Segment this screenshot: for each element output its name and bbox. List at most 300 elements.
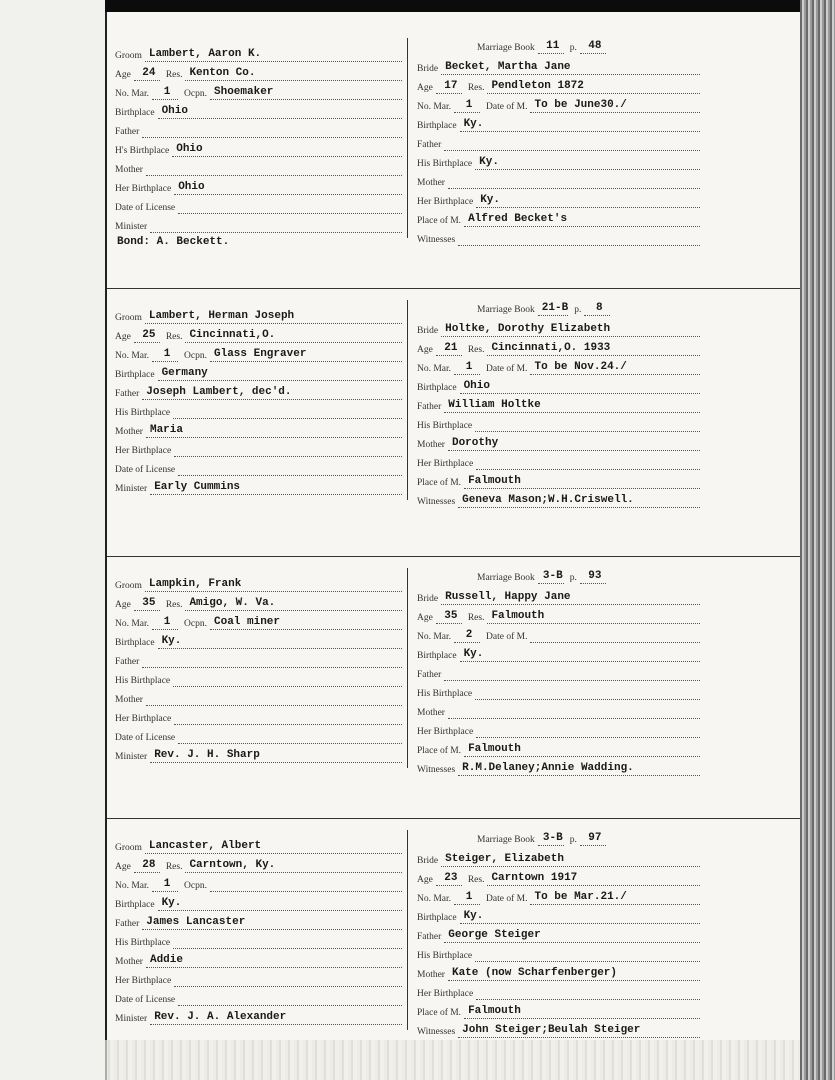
column-divider xyxy=(407,38,408,238)
groom-age-row xyxy=(115,63,402,81)
marriage-book-number: 11 xyxy=(538,40,564,54)
field-label: Date of M. xyxy=(486,632,528,642)
field-label: Date of License xyxy=(115,995,176,1005)
bride-birthplace: Ky. xyxy=(460,648,700,662)
field-label: Ocpn. xyxy=(184,351,207,361)
field-label: Res. xyxy=(165,600,183,610)
groom-minister: Rev. J. A. Alexander xyxy=(150,1011,402,1025)
field-label: Mother xyxy=(417,708,445,718)
bride-birthplace: Ky. xyxy=(460,118,700,132)
field-label: Marriage Book xyxy=(477,835,535,845)
field-label: Date of M. xyxy=(486,364,528,374)
marriage-card xyxy=(107,824,802,1064)
field-label: No. Mar. xyxy=(115,881,150,891)
bride-place-of-marriage-row xyxy=(417,1001,700,1019)
card-separator xyxy=(107,288,802,289)
field-label: Marriage Book xyxy=(477,43,535,53)
bride-father-birthplace-row xyxy=(417,682,700,700)
groom-occupation: Glass Engraver xyxy=(210,348,402,362)
groom-minister xyxy=(150,219,402,233)
bride-witnesses xyxy=(458,232,700,246)
groom-age: 24 xyxy=(134,67,160,81)
field-label: Groom xyxy=(115,581,142,591)
groom-name: Lampkin, Frank xyxy=(145,578,402,592)
groom-name: Lambert, Herman Joseph xyxy=(145,310,402,324)
bride-mother: Kate (now Scharfenberger) xyxy=(448,967,700,981)
groom-age: 28 xyxy=(134,859,160,873)
groom-mother-birthplace xyxy=(174,973,402,987)
marriage-book-number: 3-B xyxy=(538,570,564,584)
field-label: Age xyxy=(115,70,131,80)
bride-father xyxy=(444,137,700,151)
marriage-book-row xyxy=(477,298,700,316)
groom-row xyxy=(115,836,402,854)
field-label: Age xyxy=(417,875,433,885)
bride-witnesses: R.M.Delaney;Annie Wadding. xyxy=(458,762,700,776)
groom-mother-birthplace-row xyxy=(115,969,402,987)
bride-residence: Carntown 1917 xyxy=(487,872,700,886)
bride-row xyxy=(417,849,700,867)
field-label: Witnesses xyxy=(417,497,456,507)
groom-minister: Early Cummins xyxy=(150,481,402,495)
field-label: His Birthplace xyxy=(115,676,171,686)
bride-mother-birthplace xyxy=(476,456,700,470)
bride-mother xyxy=(448,705,700,719)
bride-name: Becket, Martha Jane xyxy=(441,61,700,75)
field-label: Her Birthplace xyxy=(417,989,474,999)
bride-place-of-marriage: Falmouth xyxy=(464,475,700,489)
marriage-book-page: 8 xyxy=(584,302,610,316)
column-divider xyxy=(407,568,408,768)
field-label: Father xyxy=(417,402,442,412)
field-label: His Birthplace xyxy=(115,938,171,948)
field-label: Marriage Book xyxy=(477,573,535,583)
field-label: Father xyxy=(115,919,140,929)
field-label: Age xyxy=(417,83,433,93)
marriage-book-row xyxy=(477,828,700,846)
field-label: Res. xyxy=(467,83,485,93)
groom-row xyxy=(115,306,402,324)
marriage-book-number: 3-B xyxy=(538,832,564,846)
bride-residence: Pendleton 1872 xyxy=(487,80,700,94)
field-label: Her Birthplace xyxy=(115,714,172,724)
groom-age-row xyxy=(115,593,402,611)
field-label: Father xyxy=(115,127,140,137)
groom-father-birthplace xyxy=(173,405,402,419)
field-label: Place of M. xyxy=(417,746,462,756)
bride-name: Steiger, Elizabeth xyxy=(441,853,700,867)
bride-date-of-marriage: To be Nov.24./ xyxy=(530,361,700,375)
groom-mother-row xyxy=(115,688,402,706)
marriage-card xyxy=(107,562,802,802)
groom-row xyxy=(115,44,402,62)
groom-date-of-license-row xyxy=(115,988,402,1006)
field-label: Witnesses xyxy=(417,765,456,775)
bride-nomar-row xyxy=(417,887,700,905)
field-label: Age xyxy=(417,613,433,623)
bride-residence: Falmouth xyxy=(487,610,700,624)
field-label: Date of License xyxy=(115,465,176,475)
field-label: Bride xyxy=(417,326,439,336)
groom-age-row xyxy=(115,325,402,343)
bride-no-mar: 2 xyxy=(454,629,480,643)
bride-mother-birthplace-row xyxy=(417,982,700,1000)
field-label: Place of M. xyxy=(417,216,462,226)
bride-mother-birthplace-row xyxy=(417,452,700,470)
field-label: Father xyxy=(417,140,442,150)
field-label: Her Birthplace xyxy=(417,197,474,207)
field-label: Res. xyxy=(165,70,183,80)
groom-age: 35 xyxy=(134,597,160,611)
marriage-book-row xyxy=(477,36,700,54)
scan-margin-left xyxy=(0,0,105,1080)
field-label: No. Mar. xyxy=(115,351,150,361)
bride-age: 17 xyxy=(436,80,462,94)
groom-mother-row xyxy=(115,950,402,968)
bride-age-row xyxy=(417,76,700,94)
bride-mother-birthplace-row xyxy=(417,190,700,208)
field-label: Birthplace xyxy=(417,121,457,131)
field-label: Birthplace xyxy=(115,370,155,380)
field-label: p. xyxy=(569,835,577,845)
groom-father-row xyxy=(115,912,402,930)
field-label: Age xyxy=(417,345,433,355)
groom-date-of-license xyxy=(178,200,402,214)
scan-grain xyxy=(105,1040,800,1080)
field-label: Witnesses xyxy=(417,1027,456,1037)
groom-date-of-license-row xyxy=(115,196,402,214)
groom-mother-birthplace-row xyxy=(115,707,402,725)
groom-row xyxy=(115,574,402,592)
field-label: Mother xyxy=(115,695,143,705)
bride-mother-birthplace: Ky. xyxy=(476,194,700,208)
field-label: Place of M. xyxy=(417,478,462,488)
bride-father-row xyxy=(417,925,700,943)
bride-place-of-marriage: Falmouth xyxy=(464,1005,700,1019)
groom-date-of-license xyxy=(178,992,402,1006)
groom-minister-row xyxy=(115,1007,402,1025)
bride-father-birthplace-row xyxy=(417,152,700,170)
marriage-card xyxy=(107,32,802,272)
bride-mother xyxy=(448,175,700,189)
field-label: Minister xyxy=(115,752,148,762)
field-label: His Birthplace xyxy=(417,689,473,699)
groom-mother-birthplace: Ohio xyxy=(174,181,402,195)
bride-mother-birthplace-row xyxy=(417,720,700,738)
groom-mother xyxy=(146,162,402,176)
bride-place-of-marriage: Alfred Becket's xyxy=(464,213,700,227)
groom-father xyxy=(142,654,402,668)
bride-row xyxy=(417,319,700,337)
groom-date-of-license xyxy=(178,730,402,744)
bride-father xyxy=(444,667,700,681)
groom-nomar-row xyxy=(115,82,402,100)
field-label: Groom xyxy=(115,51,142,61)
field-label: Mother xyxy=(417,970,445,980)
field-label: Date of License xyxy=(115,203,176,213)
bride-witnesses-row xyxy=(417,228,700,246)
groom-father-birthplace-row xyxy=(115,139,402,157)
groom-age-row xyxy=(115,855,402,873)
field-label: Father xyxy=(115,389,140,399)
field-label: Birthplace xyxy=(115,638,155,648)
field-label: His Birthplace xyxy=(417,421,473,431)
field-label: His Birthplace xyxy=(115,408,171,418)
groom-father: Joseph Lambert, dec'd. xyxy=(142,386,402,400)
field-label: Witnesses xyxy=(417,235,456,245)
field-label: Ocpn. xyxy=(184,619,207,629)
bride-place-of-marriage-row xyxy=(417,739,700,757)
bride-age-row xyxy=(417,868,700,886)
bride-father-birthplace-row xyxy=(417,944,700,962)
field-label: H's Birthplace xyxy=(115,146,170,156)
bride-witnesses-row xyxy=(417,758,700,776)
bride-mother-row xyxy=(417,701,700,719)
scan-margin-right xyxy=(800,0,835,1080)
groom-father: James Lancaster xyxy=(142,916,402,930)
field-label: Res. xyxy=(165,862,183,872)
groom-birthplace: Germany xyxy=(158,367,402,381)
bride-birthplace-row xyxy=(417,906,700,924)
bride-witnesses: Geneva Mason;W.H.Criswell. xyxy=(458,494,700,508)
field-label: Ocpn. xyxy=(184,89,207,99)
bride-father-birthplace-row xyxy=(417,414,700,432)
field-label: Date of M. xyxy=(486,102,528,112)
bride-row xyxy=(417,587,700,605)
marriage-book-page: 93 xyxy=(580,570,606,584)
field-label: p. xyxy=(569,43,577,53)
bride-place-of-marriage: Falmouth xyxy=(464,743,700,757)
bride-residence: Cincinnati,O. 1933 xyxy=(487,342,700,356)
groom-father-birthplace-row xyxy=(115,669,402,687)
groom-name: Lancaster, Albert xyxy=(145,840,402,854)
bride-birthplace-row xyxy=(417,114,700,132)
bride-mother-row xyxy=(417,171,700,189)
bride-father-birthplace xyxy=(475,948,700,962)
groom-birthplace-row xyxy=(115,631,402,649)
column-divider xyxy=(407,300,408,500)
field-label: No. Mar. xyxy=(115,619,150,629)
field-label: Minister xyxy=(115,484,148,494)
groom-mother: Maria xyxy=(146,424,402,438)
groom-minister-row xyxy=(115,745,402,763)
field-label: Res. xyxy=(165,332,183,342)
bride-father-birthplace: Ky. xyxy=(475,156,700,170)
bride-age-row xyxy=(417,338,700,356)
field-label: No. Mar. xyxy=(115,89,150,99)
bride-witnesses-row xyxy=(417,1020,700,1038)
bride-mother: Dorothy xyxy=(448,437,700,451)
groom-birthplace-row xyxy=(115,101,402,119)
field-label: Res. xyxy=(467,613,485,623)
groom-no-mar: 1 xyxy=(152,878,178,892)
card-separator xyxy=(107,818,802,819)
field-label: Bride xyxy=(417,856,439,866)
bride-place-of-marriage-row xyxy=(417,471,700,489)
groom-mother-row xyxy=(115,420,402,438)
groom-date-of-license-row xyxy=(115,726,402,744)
bride-age: 35 xyxy=(436,610,462,624)
bride-name: Holtke, Dorothy Elizabeth xyxy=(441,323,700,337)
bride-date-of-marriage: To be June30./ xyxy=(530,99,700,113)
field-label: Mother xyxy=(417,178,445,188)
field-label: No. Mar. xyxy=(417,102,452,112)
bride-date-of-marriage xyxy=(530,629,700,643)
groom-occupation: Coal miner xyxy=(210,616,402,630)
groom-nomar-row xyxy=(115,344,402,362)
marriage-book-row xyxy=(477,566,700,584)
card-separator xyxy=(107,556,802,557)
groom-residence: Amigo, W. Va. xyxy=(185,597,402,611)
bride-birthplace-row xyxy=(417,644,700,662)
field-label: Res. xyxy=(467,875,485,885)
bride-nomar-row xyxy=(417,95,700,113)
bride-father-row xyxy=(417,395,700,413)
groom-minister-row xyxy=(115,215,402,233)
field-label: Her Birthplace xyxy=(115,446,172,456)
field-label: Birthplace xyxy=(417,383,457,393)
groom-mother xyxy=(146,692,402,706)
marriage-book-page: 48 xyxy=(580,40,606,54)
field-label: His Birthplace xyxy=(417,951,473,961)
bride-age-row xyxy=(417,606,700,624)
groom-nomar-row xyxy=(115,612,402,630)
bride-place-of-marriage-row xyxy=(417,209,700,227)
field-label: No. Mar. xyxy=(417,364,452,374)
groom-father-birthplace-row xyxy=(115,401,402,419)
bride-witnesses-row xyxy=(417,490,700,508)
groom-occupation xyxy=(210,878,402,892)
groom-occupation: Shoemaker xyxy=(210,86,402,100)
bride-father: George Steiger xyxy=(444,929,700,943)
bride-row xyxy=(417,57,700,75)
field-label: Place of M. xyxy=(417,1008,462,1018)
groom-birthplace-row xyxy=(115,893,402,911)
field-label: Res. xyxy=(467,345,485,355)
field-label: Minister xyxy=(115,222,148,232)
groom-minister: Rev. J. H. Sharp xyxy=(150,749,402,763)
field-label: Birthplace xyxy=(115,108,155,118)
marriage-book-number: 21-B xyxy=(538,302,568,316)
field-label: Age xyxy=(115,600,131,610)
groom-no-mar: 1 xyxy=(152,616,178,630)
bride-nomar-row xyxy=(417,357,700,375)
groom-no-mar: 1 xyxy=(152,86,178,100)
field-label: No. Mar. xyxy=(417,632,452,642)
field-label: Groom xyxy=(115,843,142,853)
bride-no-mar: 1 xyxy=(454,99,480,113)
field-label: Birthplace xyxy=(115,900,155,910)
groom-no-mar: 1 xyxy=(152,348,178,362)
groom-father-birthplace: Ohio xyxy=(172,143,402,157)
bride-father-birthplace xyxy=(475,686,700,700)
groom-residence: Carntown, Ky. xyxy=(185,859,402,873)
bride-age: 21 xyxy=(436,342,462,356)
field-label: Marriage Book xyxy=(477,305,535,315)
bride-name: Russell, Happy Jane xyxy=(441,591,700,605)
groom-father-row xyxy=(115,120,402,138)
bride-no-mar: 1 xyxy=(454,361,480,375)
field-label: Her Birthplace xyxy=(417,459,474,469)
field-label: Birthplace xyxy=(417,651,457,661)
groom-father xyxy=(142,124,402,138)
field-label: Minister xyxy=(115,1014,148,1024)
groom-father-birthplace xyxy=(173,673,402,687)
field-label: p. xyxy=(574,305,582,315)
field-label: His Birthplace xyxy=(417,159,473,169)
groom-father-birthplace-row xyxy=(115,931,402,949)
field-label: Her Birthplace xyxy=(417,727,474,737)
groom-mother-birthplace-row xyxy=(115,439,402,457)
bride-nomar-row xyxy=(417,625,700,643)
bride-father: William Holtke xyxy=(444,399,700,413)
field-label: Mother xyxy=(115,427,143,437)
groom-date-of-license-row xyxy=(115,458,402,476)
groom-mother-birthplace xyxy=(174,443,402,457)
field-label: p. xyxy=(569,573,577,583)
groom-mother-birthplace-row xyxy=(115,177,402,195)
bride-date-of-marriage: To be Mar.21./ xyxy=(530,891,700,905)
field-label: Date of M. xyxy=(486,894,528,904)
bride-mother-birthplace xyxy=(476,724,700,738)
field-label: Age xyxy=(115,332,131,342)
bride-no-mar: 1 xyxy=(454,891,480,905)
groom-mother: Addie xyxy=(146,954,402,968)
field-label: No. Mar. xyxy=(417,894,452,904)
bride-father-row xyxy=(417,133,700,151)
bride-witnesses: John Steiger;Beulah Steiger xyxy=(458,1024,700,1038)
bride-birthplace: Ohio xyxy=(460,380,700,394)
groom-father-birthplace xyxy=(173,935,402,949)
field-label: Ocpn. xyxy=(184,881,207,891)
groom-nomar-row xyxy=(115,874,402,892)
groom-minister-row xyxy=(115,477,402,495)
groom-date-of-license xyxy=(178,462,402,476)
field-label: Mother xyxy=(115,165,143,175)
bride-birthplace: Ky. xyxy=(460,910,700,924)
field-label: Father xyxy=(417,932,442,942)
bride-age: 23 xyxy=(436,872,462,886)
groom-birthplace-row xyxy=(115,363,402,381)
field-label: Father xyxy=(115,657,140,667)
groom-birthplace: Ky. xyxy=(158,635,402,649)
field-label: Age xyxy=(115,862,131,872)
scan-margin-top xyxy=(105,0,800,12)
bride-mother-birthplace xyxy=(476,986,700,1000)
bride-mother-row xyxy=(417,433,700,451)
bride-father-row xyxy=(417,663,700,681)
field-label: Bride xyxy=(417,64,439,74)
marriage-card xyxy=(107,294,802,534)
record-sheet xyxy=(105,12,802,1080)
field-label: Mother xyxy=(417,440,445,450)
field-label: Her Birthplace xyxy=(115,184,172,194)
groom-birthplace: Ohio xyxy=(158,105,402,119)
groom-father-row xyxy=(115,650,402,668)
groom-residence: Kenton Co. xyxy=(185,67,402,81)
field-label: Father xyxy=(417,670,442,680)
bride-father-birthplace xyxy=(475,418,700,432)
field-label: Mother xyxy=(115,957,143,967)
groom-mother-birthplace xyxy=(174,711,402,725)
groom-father-row xyxy=(115,382,402,400)
groom-mother-row xyxy=(115,158,402,176)
groom-age: 25 xyxy=(134,329,160,343)
groom-residence: Cincinnati,O. xyxy=(185,329,402,343)
bond-note: Bond: A. Beckett. xyxy=(117,236,230,248)
field-label: Groom xyxy=(115,313,142,323)
field-label: Her Birthplace xyxy=(115,976,172,986)
